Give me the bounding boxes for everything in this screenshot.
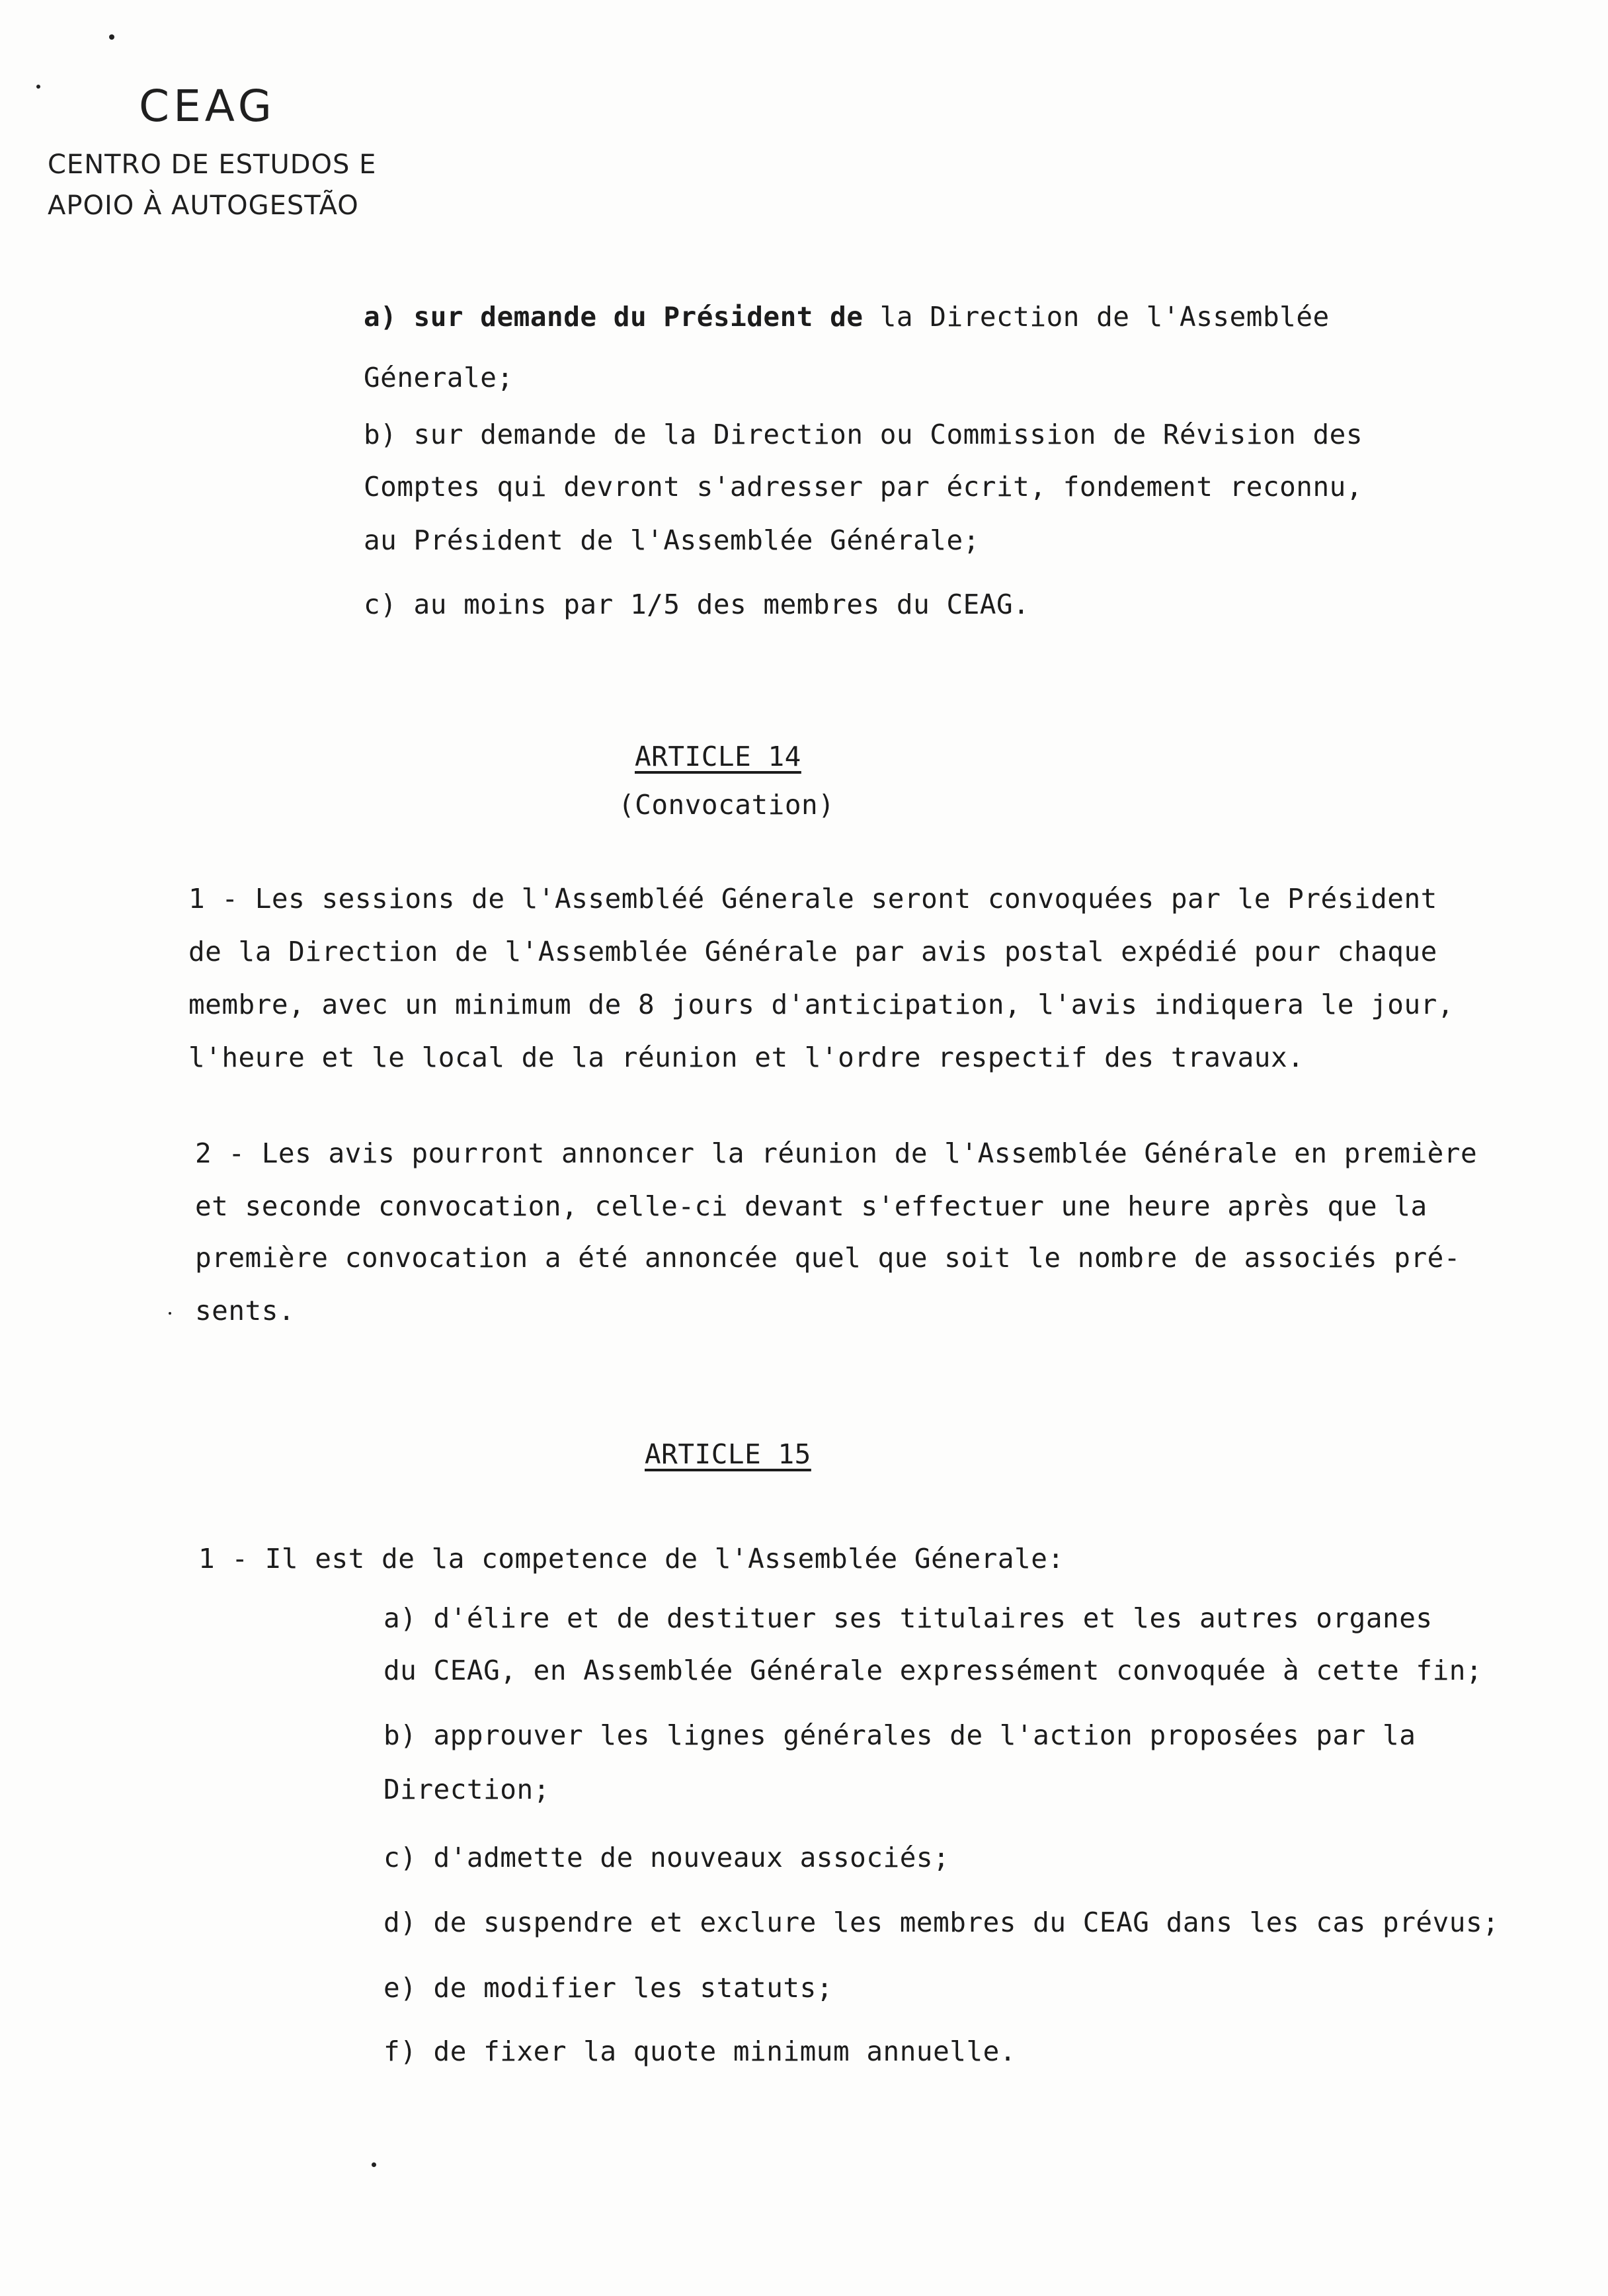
letterhead-acronym: CEAG xyxy=(139,81,276,132)
item-a-bold-text: Président de xyxy=(663,301,864,333)
article-14-p1-line-4: l'heure et le local de la réunion et l'ordre respectif des travaux. xyxy=(188,1042,1305,1073)
article-14-p2-line-4: sents. xyxy=(195,1295,296,1327)
item-a-line-2: Génerale; xyxy=(364,362,514,393)
article-14-p1-line-2: de la Direction de l'Assemblée Générale par avis postal expédié pour chaque xyxy=(188,936,1437,967)
article-15-item-d: d) de suspendre et exclure les membres du CEAG dans les cas prévus; xyxy=(383,1906,1500,1938)
article-15-heading: ARTICLE 15 xyxy=(645,1438,811,1470)
article-14-p1-line-1: 1 - Les sessions de l'Assembléé Génerale seront convoquées par le Président xyxy=(188,883,1437,915)
article-14-p1-line-3: membre, avec un minimum de 8 jours d'anticipation, l'avis indiquera le jour, xyxy=(188,989,1454,1020)
article-15-item-c: c) d'admette de nouveaux associés; xyxy=(383,1842,950,1873)
item-a-line-1 xyxy=(364,301,1330,333)
article-14-p2-line-2: et seconde convocation, celle-ci devant s'effectuer une heure après que la xyxy=(195,1190,1427,1222)
item-c-line-1: c) au moins par 1/5 des membres du CEAG. xyxy=(364,589,1030,620)
article-14-p2-line-1: 2 - Les avis pourront annoncer la réunion de l'Assemblée Générale en première xyxy=(195,1137,1478,1169)
article-15-item-a-line-2: du CEAG, en Assemblée Générale expressément convoquée à cette fin; xyxy=(383,1655,1483,1686)
scan-speck xyxy=(372,2162,376,2167)
item-a-prefix: a) sur demande du xyxy=(364,301,664,333)
article-15-intro: 1 - Il est de la competence de l'Assemblée Génerale: xyxy=(198,1543,1065,1575)
item-a-suffix: la Direction de l'Assemblée xyxy=(863,301,1330,333)
article-15-item-e: e) de modifier les statuts; xyxy=(383,1972,833,2004)
item-b-line-2: Comptes qui devront s'adresser par écrit, fondement reconnu, xyxy=(364,471,1363,503)
article-15-item-b-line-1: b) approuver les lignes générales de l'action proposées par la xyxy=(383,1719,1416,1751)
article-15-item-a-line-1: a) d'élire et de destituer ses titulaires et les autres organes xyxy=(383,1602,1433,1634)
article-14-heading: ARTICLE 14 xyxy=(635,741,801,772)
item-b-line-3: au Président de l'Assemblée Générale; xyxy=(364,524,980,556)
scan-speck xyxy=(36,85,40,89)
letterhead-line-2: APOIO À AUTOGESTÃO xyxy=(48,190,359,221)
scan-speck xyxy=(109,34,114,40)
article-14-subheading: (Convocation) xyxy=(618,789,835,821)
article-15-item-f: f) de fixer la quote minimum annuelle. xyxy=(383,2035,1016,2067)
article-14-p2-line-3: première convocation a été annoncée quel que soit le nombre de associés pré- xyxy=(195,1242,1461,1274)
scan-speck xyxy=(169,1312,171,1315)
article-15-item-b-line-2: Direction; xyxy=(383,1774,550,1805)
item-b-line-1: b) sur demande de la Direction ou Commission de Révision des xyxy=(364,419,1363,450)
letterhead-line-1: CENTRO DE ESTUDOS E xyxy=(48,149,377,180)
